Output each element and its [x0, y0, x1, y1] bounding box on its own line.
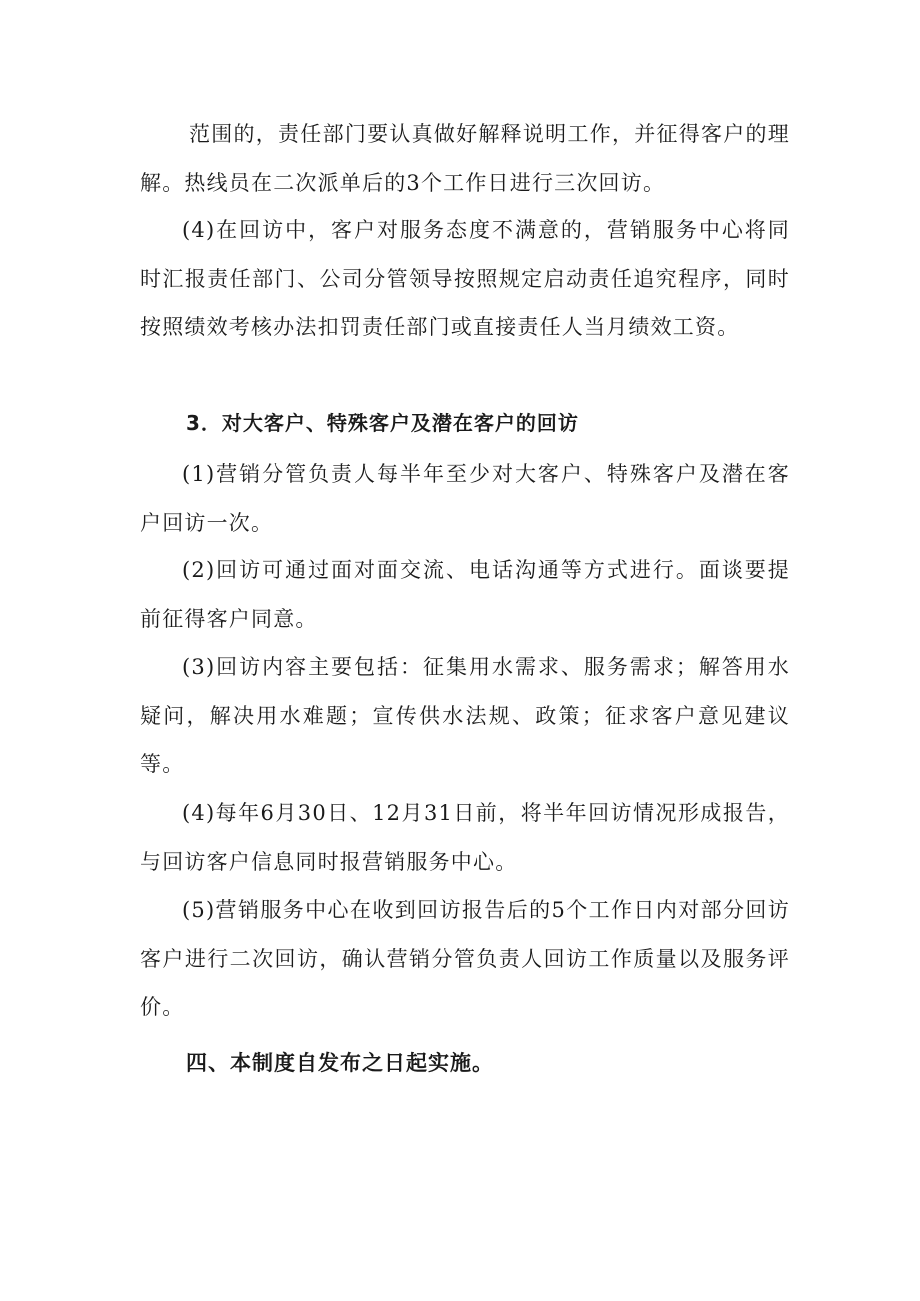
- paragraph-item-2: (2)回访可通过面对面交流、电话沟通等方式进行。面谈要提前征得客户同意。: [140, 558, 790, 631]
- section-heading-3: 3．对大客户、特殊客户及潜在客户的回访: [186, 411, 579, 435]
- paragraph-item-4-report: (4)每年6月30日、12月31日前，将半年回访情况形成报告，与回访客户信息同时报营销服务中心。: [140, 801, 790, 874]
- paragraph-item-4-dissatisfaction: (4)在回访中，客户对服务态度不满意的，营销服务中心将同时汇报责任部门、公司分管领导按照规定启动责任追究程序，同时按照绩效考核办法扣罚责任部门或直接责任人当月绩效工资。: [140, 218, 790, 339]
- paragraph-continued: 范围的，责任部门要认真做好解释说明工作，并征得客户的理解。热线员在二次派单后的3个工作日进行三次回访。: [140, 122, 790, 195]
- paragraph-item-3: (3)回访内容主要包括：征集用水需求、服务需求；解答用水疑问，解决用水难题；宣传供水法规、政策；征求客户意见建议等。: [140, 655, 790, 776]
- paragraph-item-5: (5)营销服务中心在收到回访报告后的5个工作日内对部分回访客户进行二次回访，确认营销分管负责人回访工作质量以及服务评价。: [140, 898, 790, 1019]
- paragraph-item-1: (1)营销分管负责人每半年至少对大客户、特殊客户及潜在客户回访一次。: [140, 462, 790, 535]
- section-heading-4: 四、本制度自发布之日起实施。: [186, 1051, 494, 1075]
